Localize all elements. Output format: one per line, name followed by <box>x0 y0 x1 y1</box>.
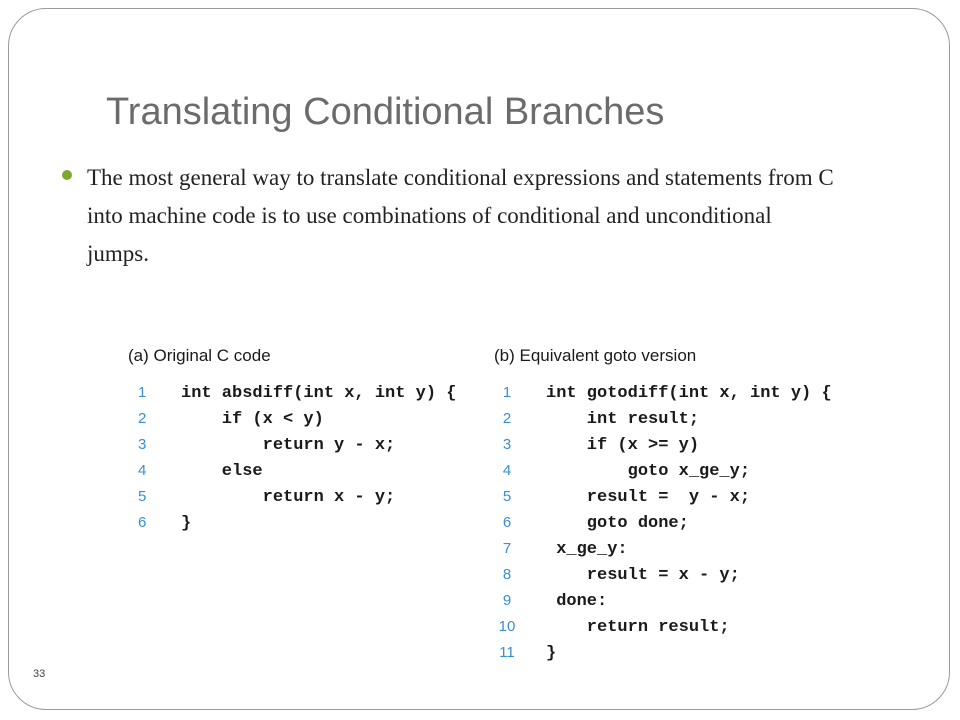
code-line <box>492 614 832 640</box>
code-listing-original <box>128 380 456 536</box>
line-number: 4 <box>502 462 512 479</box>
code-line <box>492 432 832 458</box>
code-line <box>492 640 832 666</box>
code-line <box>492 536 832 562</box>
line-number: 11 <box>499 644 515 661</box>
code-line <box>492 406 832 432</box>
code-text: result = x - y; <box>546 566 740 585</box>
line-number: 10 <box>498 618 516 635</box>
code-text: if (x < y) <box>181 410 324 429</box>
bullet-dot-icon <box>62 170 72 180</box>
code-line <box>128 380 456 406</box>
code-text: goto done; <box>546 514 689 533</box>
line-number: 5 <box>138 488 147 505</box>
code-text: return x - y; <box>181 488 396 507</box>
code-text: return result; <box>546 618 730 637</box>
line-number: 6 <box>502 514 512 531</box>
line-number: 2 <box>138 410 147 427</box>
line-number: 7 <box>502 540 512 557</box>
code-line <box>492 458 832 484</box>
code-line <box>128 510 456 536</box>
panel-b-heading: (b) Equivalent goto version <box>494 346 697 365</box>
code-text: else <box>181 462 263 481</box>
line-number: 1 <box>502 384 512 401</box>
line-number: 9 <box>502 592 512 609</box>
code-text: done: <box>546 592 608 611</box>
line-number: 5 <box>502 488 512 505</box>
code-text: int gotodiff(int x, int y) { <box>546 384 832 403</box>
code-line <box>492 588 832 614</box>
code-line <box>128 458 456 484</box>
line-number: 1 <box>138 384 147 401</box>
code-text: goto x_ge_y; <box>546 462 751 481</box>
code-line <box>492 510 832 536</box>
code-line <box>128 432 456 458</box>
line-number: 3 <box>138 436 147 453</box>
line-number: 3 <box>502 436 512 453</box>
code-text: int result; <box>546 410 700 429</box>
code-line <box>128 484 456 510</box>
code-text: x_ge_y: <box>546 540 628 559</box>
code-text: } <box>181 514 192 533</box>
code-text: if (x >= y) <box>546 436 700 455</box>
code-text: result = y - x; <box>546 488 751 507</box>
bullet-text: The most general way to translate conditional expressions and statements from C into machine code is to use combinations of conditional and unconditional jumps. <box>87 165 834 266</box>
code-listing-goto <box>492 380 832 666</box>
line-number: 6 <box>138 514 147 531</box>
panel-a-heading: (a) Original C code <box>128 346 271 365</box>
code-line <box>492 484 832 510</box>
code-text: return y - x; <box>181 436 396 455</box>
page-number: 33 <box>33 668 46 680</box>
slide-title: Translating Conditional Branches <box>106 91 665 133</box>
code-line <box>492 380 832 406</box>
line-number: 2 <box>502 410 512 427</box>
code-text: int absdiff(int x, int y) { <box>181 384 457 403</box>
code-line <box>492 562 832 588</box>
code-line <box>128 406 456 432</box>
line-number: 4 <box>138 462 147 479</box>
code-text: } <box>546 644 557 663</box>
line-number: 8 <box>502 566 512 583</box>
